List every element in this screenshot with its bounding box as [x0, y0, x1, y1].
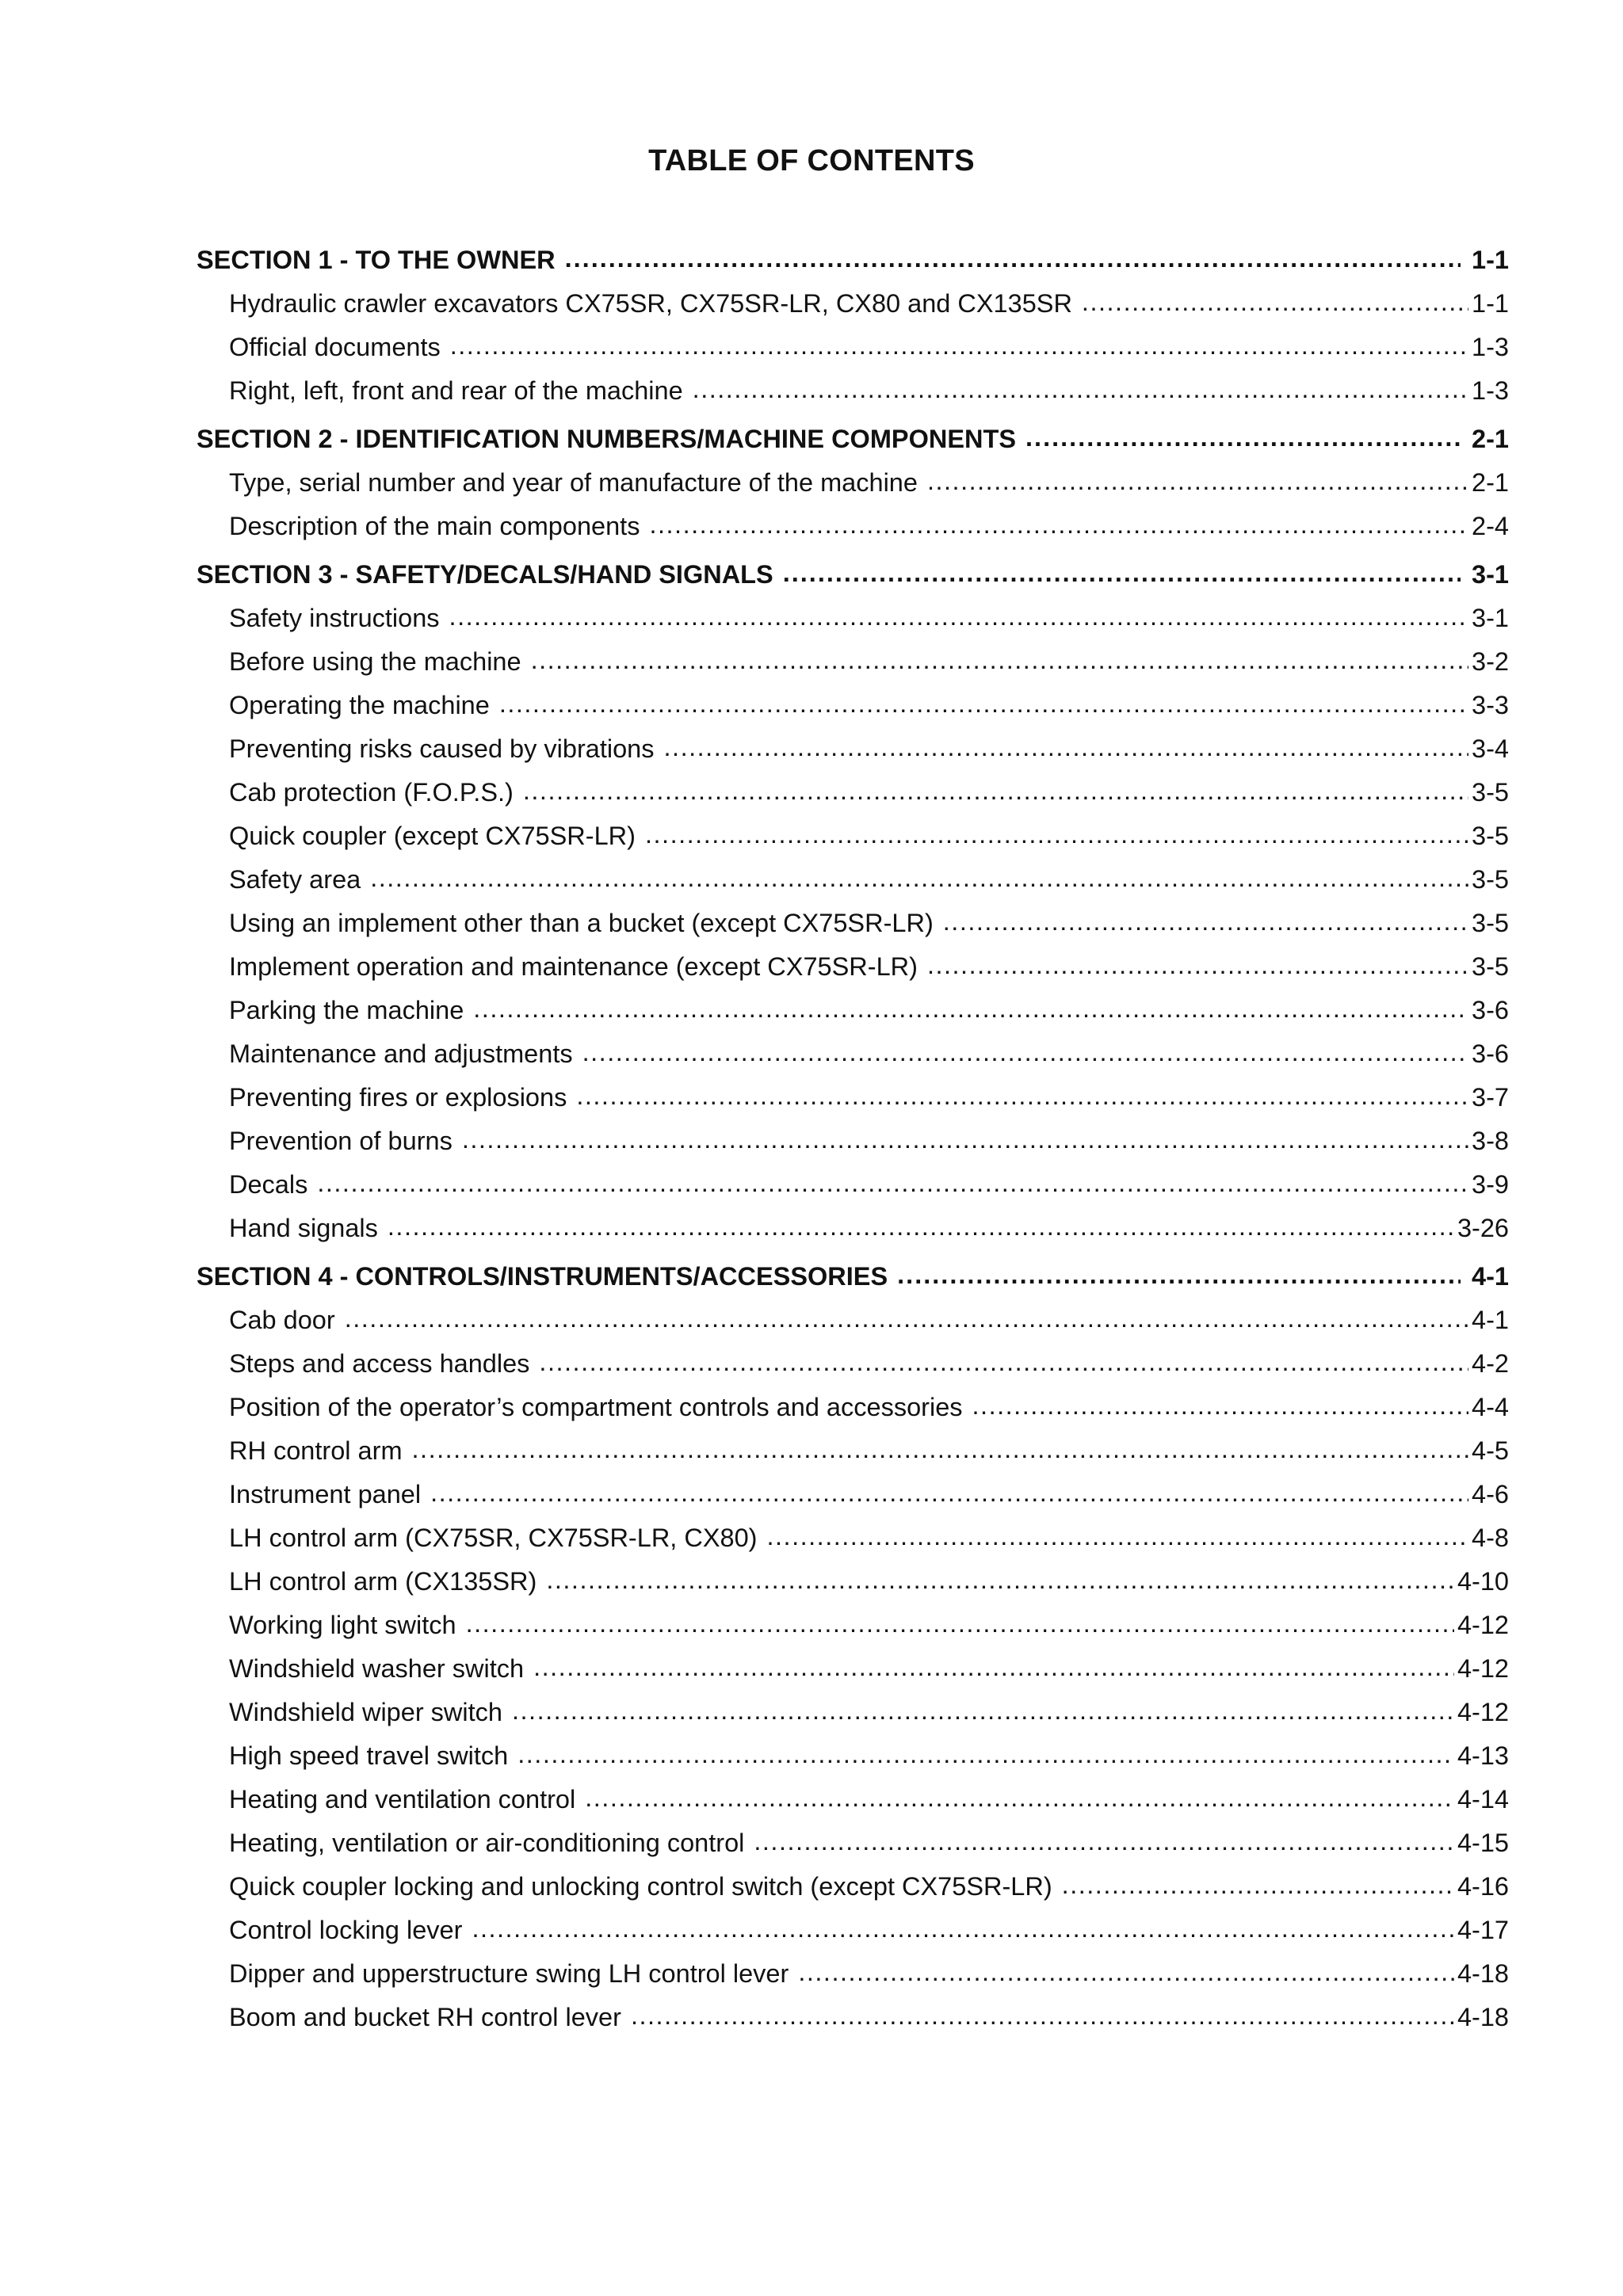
toc-entry-label: Decals: [229, 1170, 308, 1199]
toc-entry-label: Windshield washer switch: [229, 1654, 525, 1683]
toc-entry-label: Control locking lever: [229, 1916, 463, 1944]
toc-entry-label: Hydraulic crawler excavators CX75SR, CX75SR-LR, CX80 and CX135SR: [229, 289, 1072, 318]
toc-entry-label: Position of the operator’s compartment controls and accessories: [229, 1393, 963, 1421]
toc-entry-page-number: 2-4: [1472, 512, 1509, 540]
toc-entry-label: Quick coupler locking and unlocking control switch (except CX75SR-LR): [229, 1872, 1052, 1901]
toc-entry-page-number: 3-5: [1472, 778, 1509, 807]
dot-leader: [1082, 288, 1468, 317]
toc-section-entry[interactable]: [197, 246, 1509, 289]
toc-item-entry[interactable]: [197, 1436, 1509, 1480]
toc-item-entry[interactable]: [197, 376, 1509, 420]
toc-entry-label: Using an implement other than a bucket (except CX75SR-LR): [229, 909, 934, 937]
dot-leader: [693, 375, 1468, 404]
toc-entry-page-number: 3-6: [1472, 996, 1509, 1024]
toc-entry-page-number: 4-12: [1457, 1698, 1509, 1726]
toc-entry-label: Heating, ventilation or air-conditioning control: [229, 1829, 745, 1857]
dot-leader: [897, 1261, 1461, 1290]
toc-entry-page-number: 3-9: [1472, 1170, 1509, 1199]
dot-leader: [345, 1304, 1468, 1333]
toc-item-entry[interactable]: [197, 952, 1509, 996]
dot-leader: [499, 689, 1468, 719]
toc-entry-label: Dipper and upperstructure swing LH control lever: [229, 1959, 789, 1988]
toc-entry-page-number: 4-6: [1472, 1480, 1509, 1508]
dot-leader: [388, 1212, 1454, 1241]
dot-leader: [576, 1081, 1468, 1111]
table-of-contents: [197, 246, 1509, 2046]
toc-entry-label: Safety instructions: [229, 604, 440, 632]
toc-entry-page-number: 3-1: [1472, 560, 1509, 589]
toc-entry-label: SECTION 1 - TO THE OWNER: [197, 246, 556, 274]
toc-entry-label: Boom and bucket RH control lever: [229, 2003, 621, 2031]
toc-entry-page-number: 4-4: [1472, 1393, 1509, 1421]
toc-entry-label: RH control arm: [229, 1436, 403, 1465]
toc-item-entry[interactable]: [197, 289, 1509, 333]
dot-leader: [546, 1566, 1454, 1595]
toc-item-entry[interactable]: [197, 1785, 1509, 1829]
toc-entry-label: Prevention of burns: [229, 1127, 453, 1155]
toc-entry-label: Steps and access handles: [229, 1349, 530, 1378]
toc-item-entry[interactable]: [197, 1214, 1509, 1257]
toc-entry-page-number: 3-5: [1472, 909, 1509, 937]
toc-entry-page-number: 1-3: [1472, 333, 1509, 361]
dot-leader: [582, 1038, 1468, 1067]
toc-item-entry[interactable]: [197, 468, 1509, 512]
toc-entry-page-number: 4-10: [1457, 1567, 1509, 1596]
toc-section-entry[interactable]: [197, 1262, 1509, 1306]
toc-entry-page-number: 3-5: [1472, 952, 1509, 981]
toc-entry-page-number: 4-2: [1472, 1349, 1509, 1378]
dot-leader: [631, 2001, 1454, 2031]
dot-leader: [450, 331, 1468, 360]
toc-item-entry[interactable]: [197, 996, 1509, 1039]
toc-entry-page-number: 1-1: [1472, 246, 1509, 274]
toc-item-entry[interactable]: [197, 604, 1509, 647]
dot-leader: [317, 1169, 1468, 1198]
toc-item-entry[interactable]: [197, 1393, 1509, 1436]
toc-entry-page-number: 4-5: [1472, 1436, 1509, 1465]
dot-leader: [585, 1783, 1454, 1813]
dot-leader: [512, 1696, 1454, 1726]
toc-entry-label: Implement operation and maintenance (except CX75SR-LR): [229, 952, 918, 981]
toc-entry-page-number: 4-1: [1472, 1262, 1509, 1291]
toc-entry-page-number: 4-8: [1472, 1524, 1509, 1552]
toc-item-entry[interactable]: [197, 1306, 1509, 1349]
toc-item-entry[interactable]: [197, 512, 1509, 555]
toc-entry-page-number: 3-5: [1472, 822, 1509, 850]
toc-entry-label: Windshield wiper switch: [229, 1698, 502, 1726]
dot-leader: [798, 1958, 1454, 1987]
toc-entry-page-number: 2-1: [1472, 425, 1509, 453]
toc-item-entry[interactable]: [197, 1170, 1509, 1214]
toc-entry-label: Working light switch: [229, 1611, 456, 1639]
toc-item-entry[interactable]: [197, 1611, 1509, 1654]
toc-entry-label: SECTION 2 - IDENTIFICATION NUMBERS/MACHINE COMPONENTS: [197, 425, 1017, 453]
toc-entry-label: LH control arm (CX135SR): [229, 1567, 537, 1596]
toc-entry-label: Instrument panel: [229, 1480, 422, 1508]
toc-entry-label: Quick coupler (except CX75SR-LR): [229, 822, 636, 850]
dot-leader: [972, 1391, 1468, 1421]
dot-leader: [531, 646, 1468, 675]
dot-leader: [649, 510, 1468, 540]
dot-leader: [466, 1609, 1454, 1638]
dot-leader: [517, 1740, 1454, 1769]
dot-leader: [412, 1435, 1468, 1464]
toc-item-entry[interactable]: [197, 1959, 1509, 2003]
toc-item-entry[interactable]: [197, 1916, 1509, 1959]
toc-entry-label: Preventing risks caused by vibrations: [229, 734, 655, 763]
toc-entry-label: Type, serial number and year of manufacture of the machine: [229, 468, 918, 497]
dot-leader: [539, 1348, 1468, 1377]
toc-entry-page-number: 3-3: [1472, 691, 1509, 719]
toc-entry-page-number: 3-6: [1472, 1039, 1509, 1068]
toc-entry-page-number: 4-17: [1457, 1916, 1509, 1944]
dot-leader: [533, 1653, 1454, 1682]
toc-entry-label: Hand signals: [229, 1214, 378, 1242]
dot-leader: [472, 1914, 1454, 1943]
toc-entry-label: Cab protection (F.O.P.S.): [229, 778, 514, 807]
dot-leader: [1025, 423, 1461, 452]
toc-entry-page-number: 3-5: [1472, 865, 1509, 894]
dot-leader: [927, 951, 1468, 980]
dot-leader: [943, 907, 1468, 936]
toc-section-entry[interactable]: [197, 560, 1509, 604]
dot-leader: [565, 244, 1461, 273]
toc-item-entry[interactable]: [197, 1524, 1509, 1567]
toc-item-entry[interactable]: [197, 1829, 1509, 1872]
toc-entry-label: SECTION 4 - CONTROLS/INSTRUMENTS/ACCESSORIES: [197, 1262, 888, 1291]
toc-entry-page-number: 2-1: [1472, 468, 1509, 497]
toc-entry-page-number: 4-13: [1457, 1741, 1509, 1770]
toc-entry-label: Operating the machine: [229, 691, 490, 719]
toc-item-entry[interactable]: [197, 647, 1509, 691]
toc-entry-page-number: 3-7: [1472, 1083, 1509, 1112]
dot-leader: [766, 1522, 1468, 1551]
toc-item-entry[interactable]: [197, 778, 1509, 822]
toc-item-entry[interactable]: [197, 1349, 1509, 1393]
toc-entry-page-number: 4-14: [1457, 1785, 1509, 1814]
toc-item-entry[interactable]: [197, 1127, 1509, 1170]
toc-entry-page-number: 4-18: [1457, 2003, 1509, 2031]
toc-entry-label: Cab door: [229, 1306, 335, 1334]
toc-entry-page-number: 3-1: [1472, 604, 1509, 632]
toc-entry-label: Safety area: [229, 865, 361, 894]
toc-entry-page-number: 3-4: [1472, 734, 1509, 763]
toc-entry-label: Official documents: [229, 333, 441, 361]
toc-entry-page-number: 3-2: [1472, 647, 1509, 676]
toc-entry-label: Before using the machine: [229, 647, 521, 676]
toc-entry-page-number: 1-3: [1472, 376, 1509, 405]
toc-entry-label: SECTION 3 - SAFETY/DECALS/HAND SIGNALS: [197, 560, 773, 589]
dot-leader: [462, 1125, 1468, 1154]
page-title: TABLE OF CONTENTS: [648, 144, 975, 177]
dot-leader: [664, 733, 1469, 762]
toc-entry-page-number: 1-1: [1472, 289, 1509, 318]
toc-item-entry[interactable]: [197, 1083, 1509, 1127]
toc-entry-page-number: 4-1: [1472, 1306, 1509, 1334]
toc-item-entry[interactable]: [197, 865, 1509, 909]
dot-leader: [449, 602, 1468, 631]
toc-item-entry[interactable]: [197, 909, 1509, 952]
toc-entry-label: Parking the machine: [229, 996, 464, 1024]
toc-entry-label: Maintenance and adjustments: [229, 1039, 573, 1068]
toc-entry-page-number: 4-12: [1457, 1654, 1509, 1683]
toc-item-entry[interactable]: [197, 1567, 1509, 1611]
toc-item-entry[interactable]: [197, 1741, 1509, 1785]
toc-section-entry[interactable]: [197, 425, 1509, 468]
toc-entry-label: Preventing fires or explosions: [229, 1083, 567, 1112]
toc-item-entry[interactable]: [197, 1039, 1509, 1083]
dot-leader: [754, 1827, 1454, 1856]
toc-entry-page-number: 3-26: [1457, 1214, 1509, 1242]
toc-entry-page-number: 3-8: [1472, 1127, 1509, 1155]
dot-leader: [430, 1478, 1468, 1508]
toc-item-entry[interactable]: [197, 734, 1509, 778]
toc-entry-label: Description of the main components: [229, 512, 640, 540]
dot-leader: [1062, 1871, 1454, 1900]
toc-entry-page-number: 4-16: [1457, 1872, 1509, 1901]
toc-item-entry[interactable]: [197, 1698, 1509, 1741]
toc-item-entry[interactable]: [197, 2003, 1509, 2046]
dot-leader: [473, 994, 1468, 1024]
toc-item-entry[interactable]: [197, 333, 1509, 376]
toc-item-entry[interactable]: [197, 1872, 1509, 1916]
toc-entry-label: High speed travel switch: [229, 1741, 509, 1770]
toc-entry-page-number: 4-12: [1457, 1611, 1509, 1639]
toc-item-entry[interactable]: [197, 1480, 1509, 1524]
toc-entry-label: Heating and ventilation control: [229, 1785, 576, 1814]
toc-entry-label: Right, left, front and rear of the machine: [229, 376, 683, 405]
dot-leader: [927, 467, 1468, 496]
toc-entry-page-number: 4-18: [1457, 1959, 1509, 1988]
toc-item-entry[interactable]: [197, 1654, 1509, 1698]
toc-item-entry[interactable]: [197, 691, 1509, 734]
toc-entry-page-number: 4-15: [1457, 1829, 1509, 1857]
dot-leader: [523, 776, 1468, 806]
dot-leader: [645, 820, 1468, 849]
dot-leader: [370, 864, 1468, 893]
toc-entry-label: LH control arm (CX75SR, CX75SR-LR, CX80): [229, 1524, 758, 1552]
toc-item-entry[interactable]: [197, 822, 1509, 865]
dot-leader: [783, 559, 1461, 588]
